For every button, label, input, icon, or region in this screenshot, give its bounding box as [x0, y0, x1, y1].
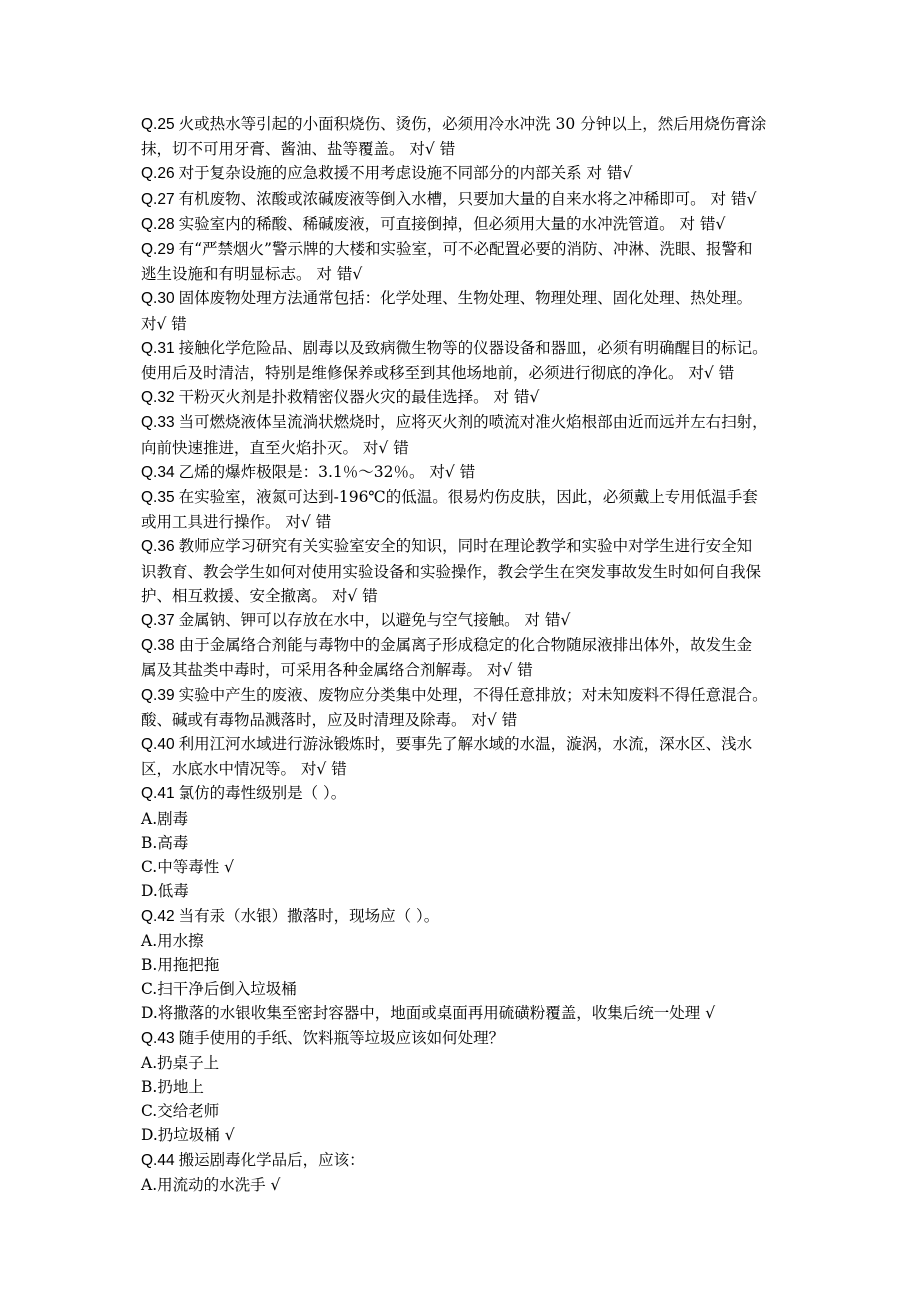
question-line	[141, 385, 789, 410]
question-number: Q.39	[141, 686, 175, 704]
question-number: Q.26	[141, 165, 175, 183]
question-line	[141, 485, 789, 510]
line-text: 抹，切不可用牙膏、酱油、盐等覆盖。 对√ 错	[141, 140, 456, 159]
question-number: Q.31	[141, 339, 175, 357]
line-text: 护、相互救援、安全撤离。 对√ 错	[141, 586, 378, 605]
question-line	[141, 286, 789, 311]
question-line	[141, 460, 789, 485]
question-number: Q.42	[141, 907, 175, 925]
question-number: Q.37	[141, 612, 175, 630]
line-text: 实验室内的稀酸、稀碱废液，可直接倒掉，但必须用大量的水冲洗管道。 对 错√	[178, 214, 726, 233]
line-text: 干粉灭火剂是扑救精密仪器火灾的最佳选择。 对 错√	[178, 388, 540, 407]
text-line	[141, 361, 789, 385]
text-line	[141, 436, 789, 460]
line-text: A.剧毒	[141, 809, 189, 828]
text-line	[141, 312, 789, 336]
line-text: D.扔垃圾桶 √	[141, 1126, 235, 1145]
question-number: Q.43	[141, 1029, 175, 1047]
line-text: 对√ 错	[141, 314, 187, 333]
line-text: 实验中产生的废液、废物应分类集中处理，不得任意排放；对未知废料不得任意混合。	[178, 685, 768, 704]
question-number: Q.29	[141, 241, 175, 259]
question-number: Q.28	[141, 215, 175, 233]
line-text: A.用流动的水洗手 √	[141, 1175, 281, 1194]
line-text: 向前快速推进，直至火焰扑灭。 对√ 错	[141, 438, 409, 457]
question-line	[141, 410, 789, 435]
line-text: D.将撒落的水银收集至密封容器中，地面或桌面再用硫磺粉覆盖，收集后统一处理 √	[141, 1004, 716, 1023]
line-text: 金属钠、钾可以存放在水中，以避免与空气接触。 对 错√	[178, 611, 571, 630]
line-text: 区，水底水中情况等。 对√ 错	[141, 760, 347, 779]
line-text: 乙烯的爆炸极限是：3.1％～32％。 对√ 错	[178, 462, 476, 481]
line-text: C.扫干净后倒入垃圾桶	[141, 980, 297, 999]
line-text: 利用江河水域进行游泳锻炼时，要事先了解水域的水温，漩涡，水流，深水区、浅水	[178, 735, 753, 754]
line-text: 属及其盐类中毒时，可采用各种金属络合剂解毒。 对√ 错	[141, 661, 533, 680]
text-line	[141, 560, 789, 584]
text-line	[141, 953, 789, 977]
text-line	[141, 977, 789, 1001]
line-text: 有“严禁烟火”警示牌的大楼和实验室，可不必配置必要的消防、冲淋、洗眼、报警和	[178, 240, 753, 259]
question-line	[141, 187, 789, 212]
text-line	[141, 757, 789, 781]
line-text: 接触化学危险品、剧毒以及致病微生物等的仪器设备和器皿，必须有明确醒目的标记。	[178, 338, 768, 357]
question-line	[141, 336, 789, 361]
line-text: 固体废物处理方法通常包括：化学处理、生物处理、物理处理、固化处理、热处理。	[178, 289, 753, 308]
line-text: 教师应学习研究有关实验室安全的知识，同时在理论教学和实验中对学生进行安全知	[178, 537, 753, 556]
question-number: Q.33	[141, 414, 175, 432]
question-line	[141, 1148, 789, 1173]
text-line	[141, 879, 789, 903]
text-line	[141, 584, 789, 608]
question-number: Q.25	[141, 116, 175, 133]
line-text: 火或热水等引起的小面积烧伤、烫伤，必须用冷水冲洗 30 分钟以上，然后用烧伤膏涂	[178, 115, 767, 133]
text-line	[141, 262, 789, 286]
line-text: 当有汞（水银）撒落时，现场应（ ）。	[178, 906, 440, 925]
question-line	[141, 608, 789, 633]
text-line	[141, 1099, 789, 1123]
line-text: 有机废物、浓酸或浓碱废液等倒入水槽，只要加大量的自来水将之冲稀即可。 对 错√	[178, 189, 757, 208]
text-line	[141, 510, 789, 534]
question-line	[141, 112, 789, 137]
line-text: 随手使用的手纸、饮料瓶等垃圾应该如何处理？	[178, 1028, 505, 1047]
question-line	[141, 904, 789, 929]
line-text: B.高毒	[141, 833, 189, 852]
line-text: 逃生设施和有明显标志。 对 错√	[141, 265, 363, 284]
question-number: Q.32	[141, 389, 175, 407]
question-number: Q.40	[141, 736, 175, 754]
line-text: 使用后及时清洁，特别是维修保养或移至到其他场地前，必须进行彻底的净化。 对√ 错	[141, 364, 735, 383]
line-text: A.扔桌子上	[141, 1053, 220, 1072]
line-text: 酸、碱或有毒物品溅落时，应及时清理及除毒。 对√ 错	[141, 710, 518, 729]
question-number: Q.34	[141, 463, 175, 481]
text-line	[141, 1001, 789, 1025]
text-line	[141, 855, 789, 879]
text-line	[141, 807, 789, 831]
question-number: Q.38	[141, 637, 175, 655]
question-line	[141, 212, 789, 237]
text-line	[141, 1075, 789, 1099]
text-line	[141, 831, 789, 855]
question-line	[141, 161, 789, 186]
question-number: Q.44	[141, 1151, 175, 1169]
line-text: 氯仿的毒性级别是（ ）。	[178, 784, 347, 803]
question-line	[141, 732, 789, 757]
text-line	[141, 137, 789, 161]
line-text: D.低毒	[141, 882, 189, 901]
line-text: 或用工具进行操作。 对√ 错	[141, 513, 332, 532]
question-number: Q.36	[141, 538, 175, 556]
line-text: A.用水擦	[141, 931, 204, 950]
line-text: 搬运剧毒化学品后，应该：	[178, 1150, 365, 1169]
text-line	[141, 1051, 789, 1075]
text-line	[141, 1173, 789, 1197]
line-text: 在实验室，液氮可达到-196℃的低温。很易灼伤皮肤，因此，必须戴上专用低温手套	[178, 488, 758, 507]
question-line	[141, 1026, 789, 1051]
line-text: 识教育、教会学生如何对使用实验设备和实验操作，教会学生在突发事故发生时如何自我保	[141, 562, 762, 581]
question-line	[141, 683, 789, 708]
question-line	[141, 534, 789, 559]
document-body	[141, 112, 789, 1197]
text-line	[141, 929, 789, 953]
line-text: C.中等毒性 √	[141, 858, 235, 877]
line-text: 由于金属络合剂能与毒物中的金属离子形成稳定的化合物随尿液排出体外，故发生金	[178, 636, 753, 655]
question-line	[141, 633, 789, 658]
question-number: Q.35	[141, 489, 175, 507]
line-text: B.用拖把拖	[141, 955, 220, 974]
question-line	[141, 237, 789, 262]
line-text: C.交给老师	[141, 1102, 220, 1121]
question-number: Q.41	[141, 785, 175, 803]
line-text: 对于复杂设施的应急救援不用考虑设施不同部分的内部关系 对 错√	[178, 164, 633, 183]
text-line	[141, 1123, 789, 1147]
question-number: Q.27	[141, 190, 175, 208]
question-number: Q.30	[141, 290, 175, 308]
text-line	[141, 658, 789, 682]
text-line	[141, 708, 789, 732]
line-text: 当可燃烧液体呈流淌状燃烧时，应将灭火剂的喷流对准火焰根部由近而远并左右扫射，	[178, 413, 768, 432]
line-text: B.扔地上	[141, 1077, 204, 1096]
question-line	[141, 781, 789, 806]
